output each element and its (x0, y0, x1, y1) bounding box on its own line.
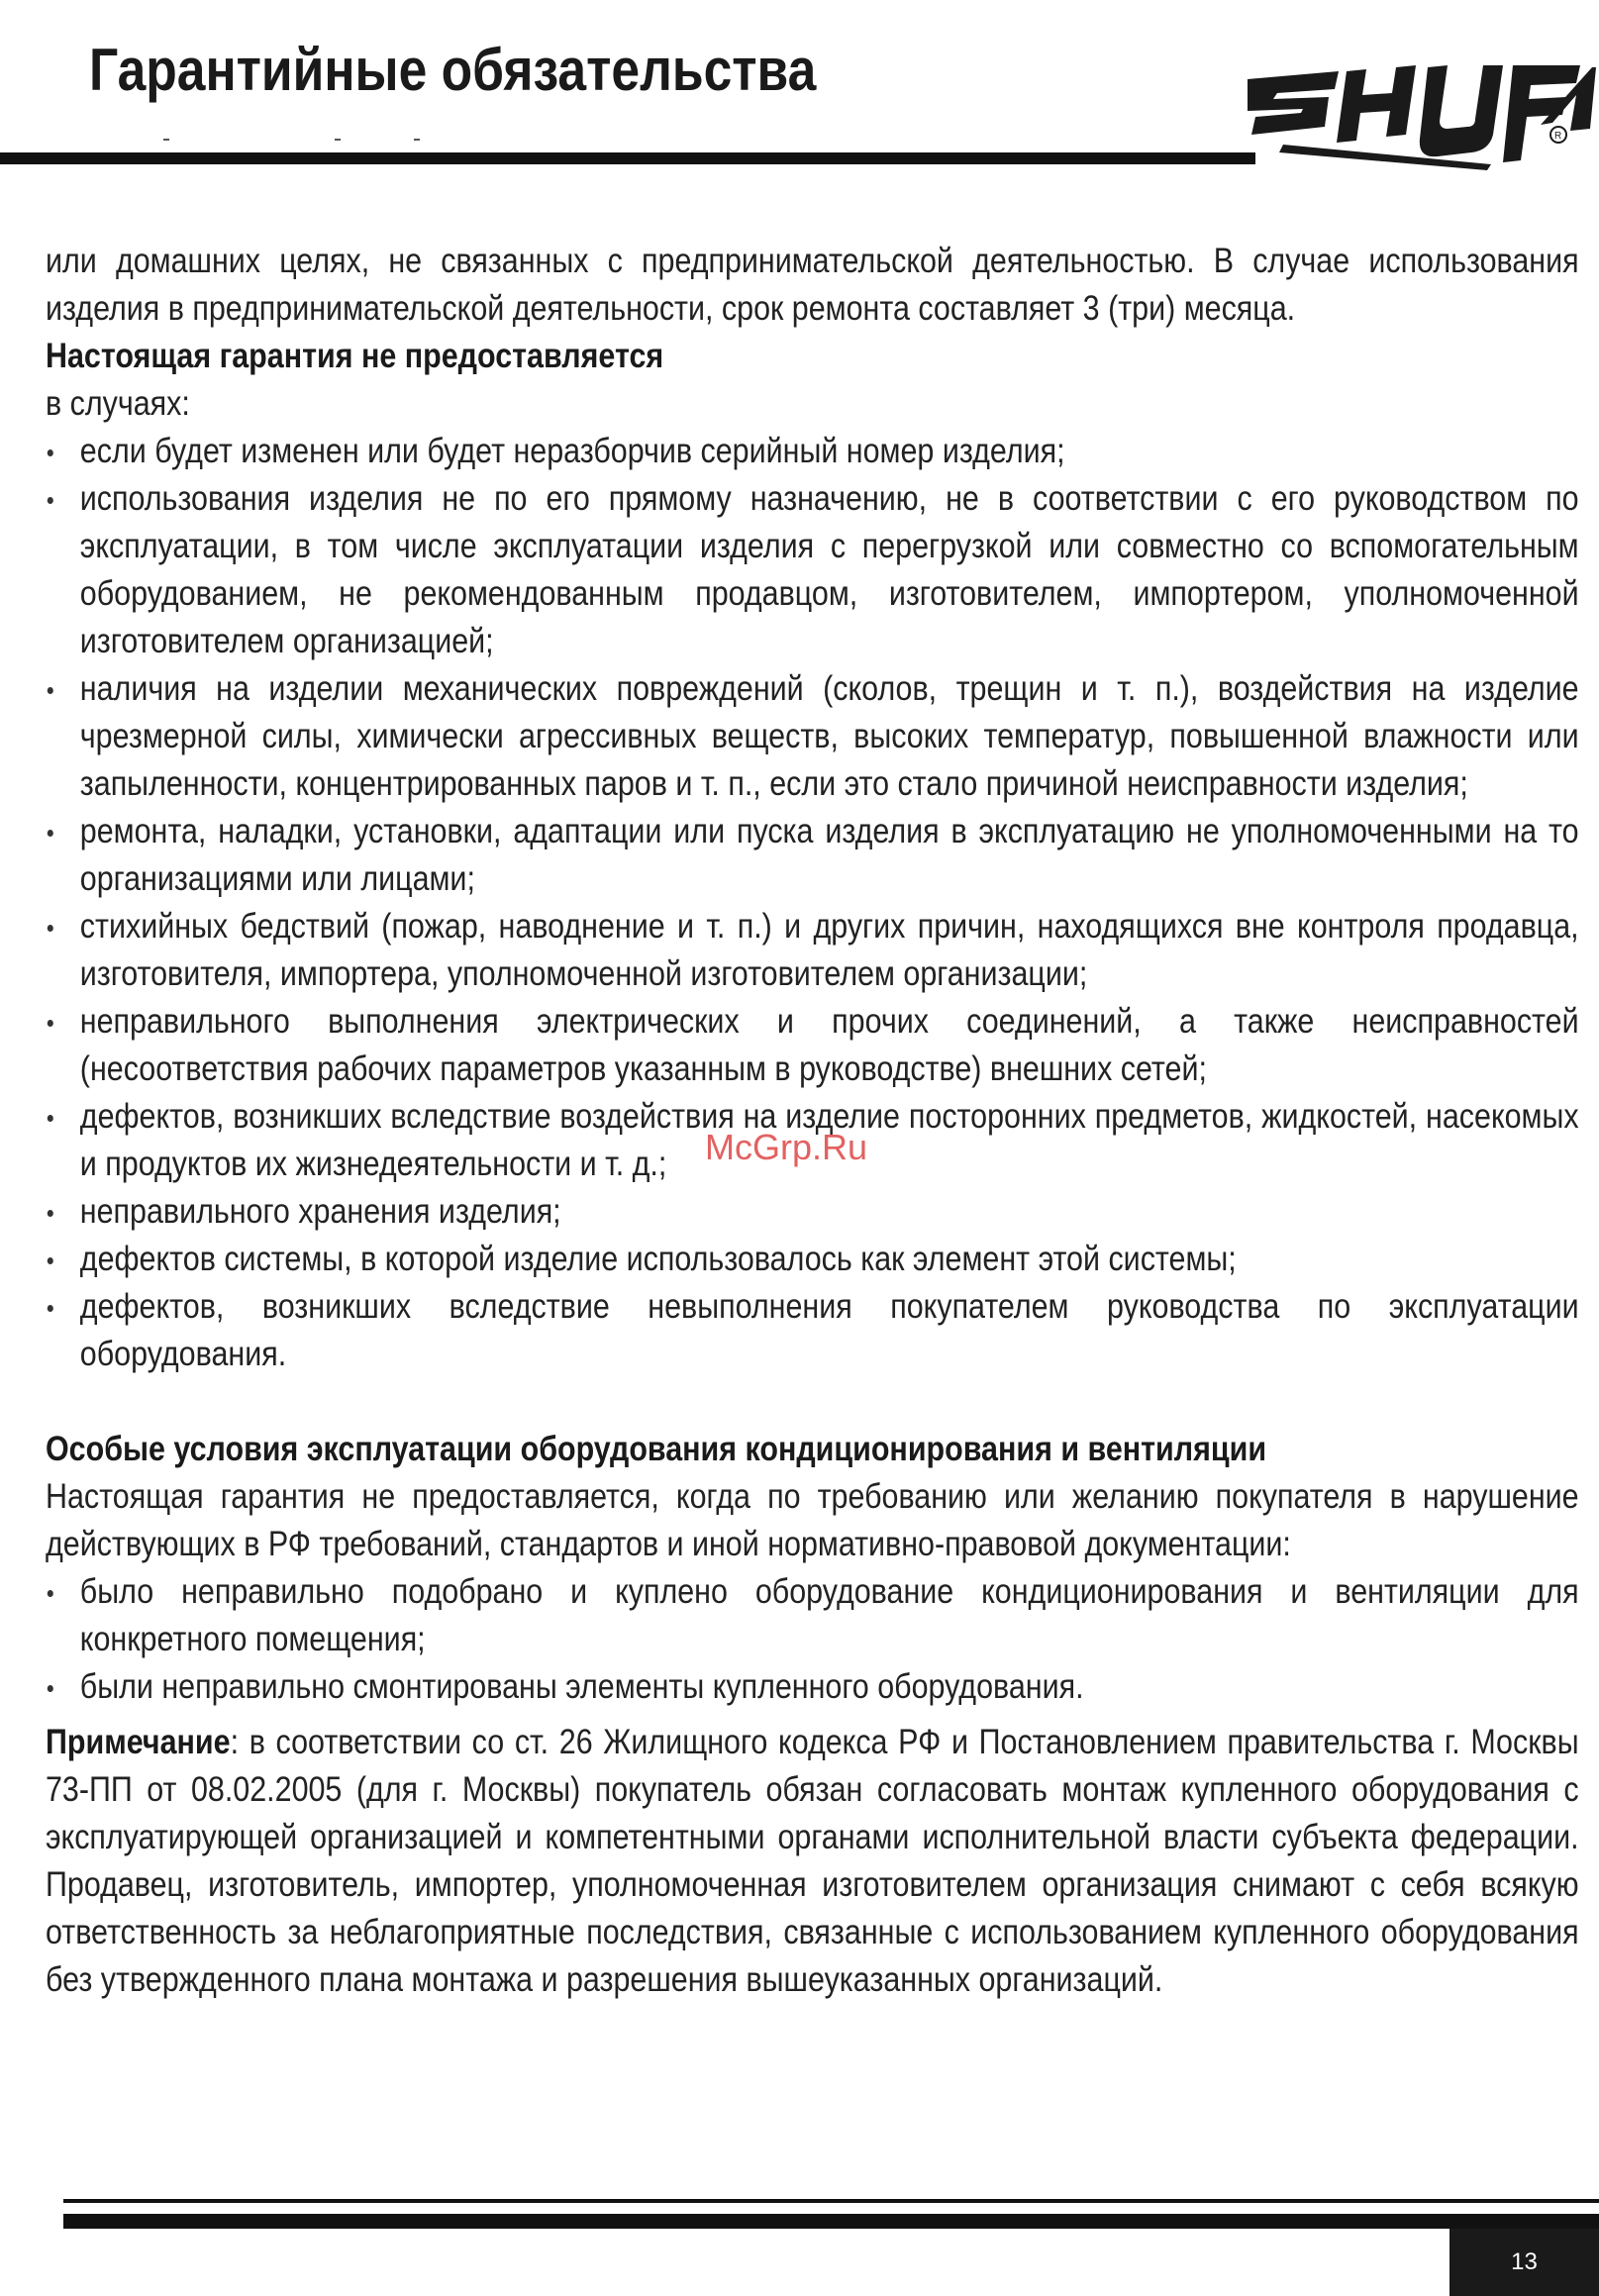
note-paragraph (46, 1719, 1579, 2004)
special-list (46, 1568, 1579, 1711)
note-label: Примечание (46, 1723, 231, 1761)
special-lead: Настоящая гарантия не предоставляется, когда по требованию или желанию покупателя в нарушение действующих в РФ требований, стандартов и иной нормативно-правовой документации: (46, 1477, 1579, 1563)
footer-rule-thin (63, 2199, 1599, 2203)
page-number: 13 (1449, 2229, 1599, 2296)
list-item: были неправильно смонтированы элементы купленного оборудования. (46, 1663, 1579, 1711)
list-item: использования изделия не по его прямому назначению, не в соответствии с его руководством по эксплуатации, в том числе эксплуатации изделия с перегрузкой или совместно со вспомогательным оборудованием, не рекомендованным продавцом, изготовителем, импортером, уполномоченной изготовителем организацией; (46, 475, 1579, 665)
special-heading: Особые условия эксплуатации оборудования кондиционирования и вентиляции (46, 1430, 1267, 1468)
list-item: дефектов, возникших вследствие невыполнения покупателем руководства по эксплуатации оборудования. (46, 1283, 1579, 1378)
list-item: дефектов системы, в которой изделие использовалось как элемент этой системы; (46, 1236, 1579, 1283)
note-text: : в соответствии со ст. 26 Жилищного кодекса РФ и Постановлением правительства г. Москвы 73-ПП от 08.02.2005 (для г. Москвы) покупатель обязан согласовать монтаж купленного оборудования с эксплуатирующей организацией и компетентными органами исполнительной власти субъекта федерации. Продавец, изготовитель, импортер, уполномоченная изготовителем организация снимают с себя всякую ответственность за неблагоприятные последствия, связанные с использованием купленного оборудования без утвержденного плана монтажа и разрешения вышеуказанных организаций. (46, 1723, 1579, 1999)
watermark: McGrp.Ru (705, 1127, 868, 1167)
document-body (46, 238, 1580, 2004)
list-item: неправильного выполнения электрических и прочих соединений, а также неисправностей (несоответствия рабочих параметров указанным в руководстве) внешних сетей; (46, 998, 1579, 1093)
intro-paragraph: или домашних целях, не связанных с предпринимательской деятельностью. В случае использования изделия в предпринимательской деятельности, срок ремонта составляет 3 (три) месяца. (46, 242, 1579, 328)
list-item: наличия на изделии механических повреждений (сколов, трещин и т. п.), воздействия на изделие чрезмерной силы, химически агрессивных веществ, высоких температур, повышенной влажности или запыленности, концентрированных паров и т. п., если это стало причиной неисправности изделия; (46, 665, 1579, 808)
brand-logo (1244, 65, 1596, 172)
exclusions-heading: Настоящая гарантия не предоставляется (46, 337, 664, 375)
list-item: если будет изменен или будет неразборчив серийный номер изделия; (46, 428, 1579, 475)
header-ticks (0, 139, 495, 145)
svg-text:R: R (1554, 131, 1562, 142)
footer-rule-thick (63, 2214, 1599, 2229)
list-item: было неправильно подобрано и куплено оборудование кондиционирования и вентиляции для конкретного помещения; (46, 1568, 1579, 1663)
list-item: ремонта, наладки, установки, адаптации или пуска изделия в эксплуатацию не уполномоченными на то организациями или лицами; (46, 808, 1579, 903)
exclusions-list (46, 428, 1579, 1378)
header-rule (0, 152, 1255, 164)
page-title: Гарантийные обязательства (89, 37, 817, 103)
list-item: неправильного хранения изделия; (46, 1188, 1579, 1236)
list-item: дефектов, возникших вследствие воздействия на изделие посторонних предметов, жидкостей, насекомых и продуктов их жизнедеятельности и т. д.; (46, 1093, 1579, 1188)
list-item: стихийных бедствий (пожар, наводнение и т. п.) и других причин, находящихся вне контроля продавца, изготовителя, импортера, уполномоченной изготовителем организации; (46, 903, 1579, 998)
exclusions-lead: в случаях: (46, 384, 190, 423)
